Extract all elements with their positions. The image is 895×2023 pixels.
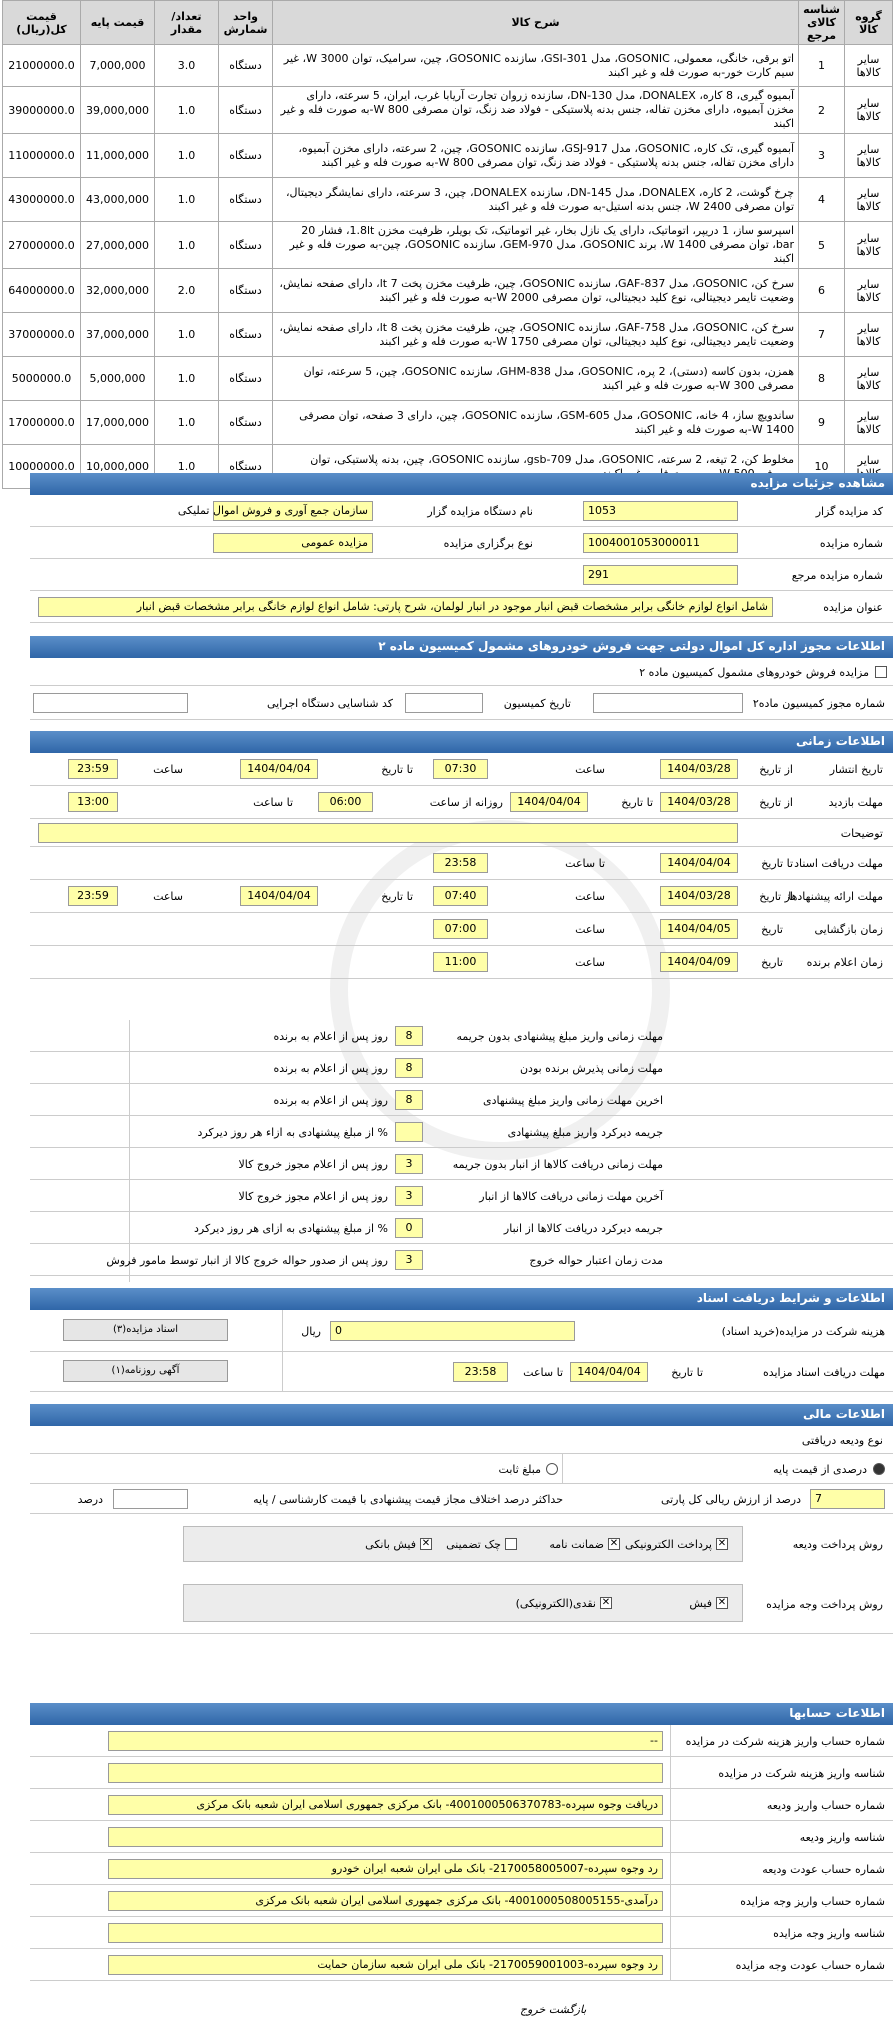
auction-docs-button[interactable]: اسناد مزایده(۳) (63, 1319, 228, 1341)
cell-total: 39000000.0 (3, 87, 81, 134)
newspaper-ad-button[interactable]: آگهی روزنامه(۱) (63, 1360, 228, 1382)
fixed-amount-radio[interactable] (546, 1463, 558, 1475)
deadline-divider (282, 1352, 283, 1392)
cell-unit: دستگاه (219, 445, 273, 489)
deposit-type-row (30, 1426, 893, 1454)
deadline-row (30, 1244, 893, 1276)
deadline-value[interactable]: 3 (395, 1186, 423, 1206)
device-name-field[interactable]: سازمان جمع آوری و فروش اموال تملیکی (213, 501, 373, 521)
cell-desc: سرخ کن، GOSONIC، مدل GAF-837، سازنده GOSONIC، چین، ظرفیت مخزن پخت 7 lt، دارای صفحه نمایش، وضعیت تایمر دیجیتالی، نوع کلید دیجیتالی، توان مصرفی 2000 W-به صورت فله و غیر اکبند (273, 269, 799, 313)
details-section (30, 473, 893, 633)
account-divider (670, 1725, 671, 1757)
doc-to-time-label: تا ساعت (565, 857, 605, 870)
opening-time-label: ساعت (575, 923, 605, 936)
table-row (3, 269, 893, 313)
cell-ref: 9 (799, 401, 845, 445)
offer-to-time-label: ساعت (153, 890, 183, 903)
deadline-label: مدت زمان اعتبار حواله خروج (529, 1254, 663, 1267)
deadline-value[interactable]: 8 (395, 1090, 423, 1110)
deadlines-section (30, 1020, 893, 1282)
cell-ref: 8 (799, 357, 845, 401)
deadline-suffix: % از مبلغ پیشنهادی به ازای هر روز دیرکرد (194, 1222, 388, 1235)
cell-qty: 1.0 (155, 134, 219, 178)
cell-desc: آبمیوه گیری، 8 کاره، DONALEX، مدل DN-130، سازنده زروان تجارت آریابا غرب، ایران، 5 سرعته، دارای مخزن آبمیوه، دارای مخزن تفاله، جنس بدنه پلاستیکی - فولاد ضد زنگ، توان مصرفی 800 W-به صورت فله و غیر اکبند (273, 87, 799, 134)
winner-date-label: تاریخ (761, 956, 783, 969)
table-row (3, 222, 893, 269)
deadline-label: اخرین مهلت زمانی واریز مبلغ پیشنهادی (483, 1094, 663, 1107)
visit-to-label: تا تاریخ (621, 796, 653, 809)
deadline-row (30, 1020, 893, 1052)
items-table (2, 0, 893, 489)
cell-base: 32,000,000 (81, 269, 155, 313)
payment-method-label: فیش (689, 1597, 712, 1610)
account-label: شناسه واریز ودیعه (799, 1831, 885, 1844)
holding-type-field[interactable]: مزایده عمومی (213, 533, 373, 553)
cell-ref: 6 (799, 269, 845, 313)
account-divider (670, 1949, 671, 1981)
col-group: گروه کالا (845, 1, 893, 45)
ref-number-field[interactable]: 291 (583, 565, 738, 585)
timing-section (30, 731, 893, 993)
doc-deadline-label: مهلت دریافت اسناد مزایده (762, 1366, 885, 1379)
deadline-value[interactable]: 8 (395, 1058, 423, 1078)
deadline-value[interactable]: 8 (395, 1026, 423, 1046)
deadline-row (30, 1352, 893, 1392)
payment-method-label: نقدی(الکترونیکی) (515, 1597, 596, 1610)
winner-row (30, 946, 893, 979)
cell-base: 39,000,000 (81, 87, 155, 134)
doc-to-time[interactable]: 23:58 (433, 853, 488, 873)
daily-from-label: روزانه از ساعت (429, 796, 503, 809)
publish-to-time-label: ساعت (153, 763, 183, 776)
deadline-suffix: روز پس از اعلام مجوز خروج کالا (238, 1190, 388, 1203)
vehicle-permit-checkbox[interactable] (875, 666, 887, 678)
deposit-choice-divider (562, 1454, 563, 1484)
publish-to-time[interactable]: 23:59 (68, 759, 118, 779)
winner-date[interactable]: 1404/04/09 (660, 952, 738, 972)
deposit-method-checkbox[interactable]: ✕ (421, 1538, 431, 1549)
account-value-field[interactable]: دریافت وجوه سپرده-4001000506370783- بانک مرکزی جمهوری اسلامی ایران شعبه بانک مرکزی (108, 1795, 663, 1815)
deadline-label: مهلت زمانی دریافت کالاها از انبار بدون جریمه (452, 1158, 663, 1171)
account-label: شماره حساب واریز وجه مزایده (740, 1895, 885, 1908)
cell-base: 5,000,000 (81, 357, 155, 401)
deposit-pct-row (30, 1484, 893, 1514)
doc-receive-row (30, 847, 893, 880)
cell-desc: اتو برقی، خانگی، معمولی، GOSONIC، مدل GSI-301، سازنده GOSONIC، چین، سرامیک، توان 3000 W، غیر سیم کارت خور-به صورت فله و غیر اکبند (273, 45, 799, 87)
cell-qty: 1.0 (155, 357, 219, 401)
deposit-type-label: نوع ودیعه دریافتی (801, 1434, 883, 1447)
doc-to-label: تا تاریخ (761, 857, 793, 870)
deposit-pct-suffix: درصد از ارزش ریالی کل پارتی (660, 1493, 801, 1506)
deposit-method-label: ضمانت نامه (549, 1538, 604, 1551)
visit-from-label: از تاریخ (759, 796, 793, 809)
max-diff-label: حداکثر درصد اختلاف مجاز قیمت پیشنهادی با قیمت کارشناسی / پایه (253, 1493, 563, 1506)
cell-ref: 4 (799, 178, 845, 222)
deadline-row (30, 1212, 893, 1244)
account-value-field[interactable]: درآمدی-4001000508005155- بانک مرکزی جمهوری اسلامی ایران شعبه بانک مرکزی (108, 1891, 663, 1911)
deadline-label: مهلت زمانی پذیرش برنده بودن (519, 1062, 663, 1075)
account-row (30, 1789, 893, 1821)
account-value-field[interactable]: رد وجوه سپرده-2170058005007- بانک ملی ایران شعبه ایران خودرو (108, 1859, 663, 1879)
cell-group: سایر کالاها (845, 357, 893, 401)
daily-to-time[interactable]: 13:00 (68, 792, 118, 812)
deadline-row (30, 1180, 893, 1212)
account-divider (670, 1789, 671, 1821)
cell-total: 17000000.0 (3, 401, 81, 445)
cell-qty: 1.0 (155, 178, 219, 222)
offer-to-label: تا تاریخ (381, 890, 413, 903)
cell-base: 17,000,000 (81, 401, 155, 445)
table-row (3, 401, 893, 445)
cell-desc: اسپرسو ساز، 1 دریپر، اتوماتیک، دارای یک نازل بخار، غیر اتوماتیک، تک بویلر، ظرفیت مخزن 1.8lt، فشار 20 bar، توان مصرفی 1400 W، برند GOSONIC، مدل GEM-970، سازنده GOSONIC، چین-به صورت فله و غیر اکبند (273, 222, 799, 269)
subject-label: عنوان مزایده (823, 601, 883, 614)
deposit-method-checkbox[interactable]: ✕ (717, 1538, 727, 1549)
cell-desc: مخلوط کن، 2 تیغه، 2 سرعته، GOSONIC، مدل gsb-709، سازنده GOSONIC، چین، بدنه پلاستیکی، توان (273, 445, 799, 489)
cell-base: 11,000,000 (81, 134, 155, 178)
cell-group: سایر کالاها (845, 178, 893, 222)
fee-row (30, 1310, 893, 1352)
ref-number-label: شماره مزایده مرجع (791, 569, 883, 582)
pct-base-label: درصدی از قیمت پایه (773, 1463, 867, 1476)
accounts-section (30, 1703, 893, 2003)
finance-section (30, 1404, 893, 1692)
permit-section (30, 636, 893, 724)
offer-label: مهلت ارائه پیشنهادها (788, 890, 883, 903)
cell-group: سایر کالاها (845, 401, 893, 445)
doc-terms-title: اطلاعات و شرایط دریافت اسناد (30, 1288, 893, 1310)
deadline-row (30, 1148, 893, 1180)
cell-qty: 1.0 (155, 445, 219, 489)
cell-qty: 1.0 (155, 222, 219, 269)
table-row (3, 357, 893, 401)
pct-base-radio[interactable] (873, 1463, 885, 1475)
cell-group: سایر کالاها (845, 313, 893, 357)
account-label: شناسه واریز هزینه شرکت در مزایده (718, 1767, 885, 1780)
winner-time[interactable]: 11:00 (433, 952, 488, 972)
cell-desc: سرخ کن، GOSONIC، مدل GAF-758، سازنده GOSONIC، چین، ظرفیت مخزن پخت 8 lt، دارای صفحه نمایش، وضعیت تایمر دیجیتالی، نوع کلید دیجیتالی، توان مصرفی 1750 W-به صورت فله و غیر اکبند (273, 313, 799, 357)
notes-field[interactable] (38, 823, 738, 843)
deadline-suffix: روز پس از اعلام به برنده (273, 1062, 388, 1075)
col-unit: واحد شمارش (219, 1, 273, 45)
max-diff-field[interactable] (113, 1489, 188, 1509)
cell-group: سایر کالاها (845, 134, 893, 178)
cell-group: سایر کالاها (845, 269, 893, 313)
cell-qty: 1.0 (155, 401, 219, 445)
cell-total: 10000000.0 (3, 445, 81, 489)
table-row (3, 45, 893, 87)
account-divider (670, 1853, 671, 1885)
exec-id-field[interactable] (33, 693, 188, 713)
payment-method-box (183, 1584, 743, 1622)
account-divider (670, 1821, 671, 1853)
publish-from-date[interactable]: 1404/03/28 (660, 759, 738, 779)
finance-title: اطلاعات مالی (30, 1404, 893, 1426)
deposit-method-label: روش پرداخت ودیعه (792, 1538, 883, 1551)
cell-ref: 2 (799, 87, 845, 134)
accounts-title: اطلاعات حسابها (30, 1703, 893, 1725)
cell-unit: دستگاه (219, 357, 273, 401)
account-divider (670, 1757, 671, 1789)
deposit-method-label: فیش بانکی (365, 1538, 416, 1551)
cell-qty: 3.0 (155, 45, 219, 87)
deposit-method-checkbox[interactable] (505, 1538, 517, 1550)
holding-type-label: نوع برگزاری مزایده (443, 537, 533, 550)
cell-qty: 1.0 (155, 87, 219, 134)
cell-total: 11000000.0 (3, 134, 81, 178)
details-title: مشاهده جزئیات مزایده (30, 473, 893, 495)
col-desc: شرح کالا (273, 1, 799, 45)
cell-unit: دستگاه (219, 313, 273, 357)
doc-deadline-to-date-label: تا تاریخ (671, 1366, 703, 1379)
account-label: شماره حساب عودت ودیعه (762, 1863, 885, 1876)
cell-base: 43,000,000 (81, 178, 155, 222)
cell-total: 21000000.0 (3, 45, 81, 87)
account-row (30, 1853, 893, 1885)
cell-total: 27000000.0 (3, 222, 81, 269)
col-ref: شناسه کالای مرجع (799, 1, 845, 45)
notes-label: توضیحات (840, 827, 883, 840)
col-base: قیمت پایه (81, 1, 155, 45)
cell-total: 64000000.0 (3, 269, 81, 313)
account-row (30, 1725, 893, 1757)
cell-total: 43000000.0 (3, 178, 81, 222)
account-label: شماره حساب واریز ودیعه (766, 1799, 885, 1812)
permit-title: اطلاعات مجوز اداره کل اموال دولتی جهت فروش خودروهای مشمول کمیسیون ماده ۲ (30, 636, 893, 658)
account-row (30, 1821, 893, 1853)
cell-desc: آبمیوه گیری، تک کاره، GOSONIC، مدل GSJ-917، سازنده GOSONIC، چین، 2 سرعته، دارای مخزن آبمیوه، دارای مخزن تفاله، جنس بدنه پلاستیکی - فولاد ضد زنگ، توان مصرفی 800 W-به صورت فله و غیر اکبند (273, 134, 799, 178)
deadline-value[interactable] (395, 1122, 423, 1142)
deadline-row (30, 1116, 893, 1148)
details-row-2 (30, 527, 893, 559)
cell-group: سایر (845, 445, 893, 489)
deposit-pct-field[interactable]: 7 (810, 1489, 885, 1509)
winner-label: زمان اعلام برنده (806, 956, 883, 969)
cell-qty: 2.0 (155, 269, 219, 313)
deadline-label: جریمه دیرکرد واریز مبلغ پیشنهادی (507, 1126, 663, 1139)
account-value-field[interactable]: -- (108, 1731, 663, 1751)
deadline-value[interactable]: 0 (395, 1218, 423, 1238)
notes-row (30, 819, 893, 847)
publish-time-label: ساعت (575, 763, 605, 776)
payment-method-label: روش پرداخت وجه مزایده (766, 1598, 883, 1611)
cell-unit: دستگاه (219, 222, 273, 269)
payment-method-checkbox[interactable]: ✕ (717, 1597, 727, 1608)
table-row (3, 178, 893, 222)
cell-total: 5000000.0 (3, 357, 81, 401)
cell-group: سایر کالاها (845, 222, 893, 269)
doc-deadline-to-time-label: تا ساعت (523, 1366, 563, 1379)
cell-ref: 1 (799, 45, 845, 87)
winner-time-label: ساعت (575, 956, 605, 969)
offer-to-date[interactable]: 1404/04/04 (240, 886, 318, 906)
daily-from-time[interactable]: 06:00 (318, 792, 373, 812)
deadline-value[interactable]: 3 (395, 1154, 423, 1174)
fee-field[interactable]: 0 (330, 1321, 575, 1341)
cell-qty: 1.0 (155, 313, 219, 357)
doc-to-date[interactable]: 1404/04/04 (660, 853, 738, 873)
deadline-row (30, 1052, 893, 1084)
account-label: شناسه واریز وجه مزایده (773, 1927, 885, 1940)
cell-ref: 10 (799, 445, 845, 489)
cell-unit: دستگاه (219, 134, 273, 178)
deposit-method-checkbox[interactable]: ✕ (609, 1538, 619, 1549)
col-qty: تعداد/مقدار (155, 1, 219, 45)
doc-deadline-date[interactable]: 1404/04/04 (570, 1362, 648, 1382)
account-divider (670, 1885, 671, 1917)
deadline-value[interactable]: 3 (395, 1250, 423, 1270)
account-value-field[interactable]: رد وجوه سپرده-2170059001003- بانک ملی ایران شعبه سازمان حمایت (108, 1955, 663, 1975)
doc-receive-label: مهلت دریافت اسناد (794, 857, 883, 870)
visit-label: مهلت بازدید (828, 796, 883, 809)
visit-row (30, 786, 893, 819)
account-label: شماره حساب واریز هزینه شرکت در مزایده (685, 1735, 885, 1748)
publish-row (30, 753, 893, 786)
publish-from-time[interactable]: 07:30 (433, 759, 488, 779)
fee-currency: ریال (301, 1325, 321, 1338)
auction-number-label: شماره مزایده (819, 537, 883, 550)
commission-date-field[interactable] (405, 693, 483, 713)
deadline-suffix: روز پس از صدور حواله خروج کالا از انبار توسط مامور فروش (106, 1254, 388, 1267)
offer-from-label: از تاریخ (759, 890, 793, 903)
cell-base: 27,000,000 (81, 222, 155, 269)
opening-label: زمان بازگشایی (814, 923, 883, 936)
cell-total: 37000000.0 (3, 313, 81, 357)
account-value-field[interactable] (108, 1763, 663, 1783)
table-row (3, 313, 893, 357)
vehicle-permit-label: مزایده فروش خودروهای مشمول کمیسیون ماده ۲ (639, 666, 869, 679)
cell-unit: دستگاه (219, 401, 273, 445)
max-diff-pct: درصد (77, 1493, 103, 1506)
opening-time[interactable]: 07:00 (433, 919, 488, 939)
deadline-suffix: روز پس از اعلام مجوز خروج کالا (238, 1158, 388, 1171)
cell-unit: دستگاه (219, 45, 273, 87)
back-exit-links[interactable]: بازگشت خروج (520, 2003, 587, 2016)
payment-method-checkbox[interactable]: ✕ (601, 1597, 611, 1608)
auction-number-field[interactable]: 1004001053000011 (583, 533, 738, 553)
exec-id-label: کد شناسایی دستگاه اجرایی (266, 697, 393, 710)
account-row (30, 1757, 893, 1789)
cell-desc: ساندویچ ساز، 4 خانه، GOSONIC، مدل GSM-605، سازنده GOSONIC، چین، دارای 3 صفحه، توان مصرفی 1400 W-به صورت فله و غیر اکبند (273, 401, 799, 445)
doc-deadline-time[interactable]: 23:58 (453, 1362, 508, 1382)
auctioneer-code-field[interactable]: 1053 (583, 501, 738, 521)
deadline-label: جریمه دیرکرد دریافت کالاها از انبار (503, 1222, 663, 1235)
cell-desc: چرخ گوشت، 2 کاره، DONALEX، مدل DN-145، سازنده DONALEX، چین، 3 سرعته، دارای نمایشگر دیجیتال، توان مصرفی 2400 W، جنس بدنه استیل-به صورت فله و غیر اکبند (273, 178, 799, 222)
cell-base: 37,000,000 (81, 313, 155, 357)
auctioneer-code-label: کد مزایده گزار (815, 505, 883, 518)
account-value-field[interactable] (108, 1923, 663, 1943)
publish-from-label: از تاریخ (759, 763, 793, 776)
fee-label: هزینه شرکت در مزایده(خرید اسناد) (721, 1325, 885, 1338)
cell-base: 7,000,000 (81, 45, 155, 87)
cell-desc: همزن، بدون کاسه (دستی)، 2 پره، GOSONIC، مدل GHM-838، سازنده GOSONIC، چین، 5 سرعته، توان مصرفی 300 W-به صورت فله و غیر اکبند (273, 357, 799, 401)
publish-label: تاریخ انتشار (829, 763, 883, 776)
account-row (30, 1917, 893, 1949)
offer-from-date[interactable]: 1404/03/28 (660, 886, 738, 906)
cell-unit: دستگاه (219, 269, 273, 313)
details-row-4 (30, 591, 893, 623)
permit-no-field[interactable] (593, 693, 743, 713)
subject-field[interactable]: شامل انواع لوازم خانگی برابر مشخصات قبض انبار موجود در انبار لولمان، شرح پارتی: شامل انواع لوازم خانگی برابر مشخصات قبض انبار (38, 597, 773, 617)
deadline-row (30, 1084, 893, 1116)
deadline-suffix: روز پس از اعلام به برنده (273, 1030, 388, 1043)
col-total: قیمت کل(ریال) (3, 1, 81, 45)
cell-ref: 3 (799, 134, 845, 178)
deadline-suffix: روز پس از اعلام به برنده (273, 1094, 388, 1107)
publish-to-date[interactable]: 1404/04/04 (240, 759, 318, 779)
permit-row-1 (30, 658, 893, 686)
deadline-label: مهلت زمانی واریز مبلغ پیشنهادی بدون جریمه (456, 1030, 663, 1043)
cell-unit: دستگاه (219, 87, 273, 134)
account-divider (670, 1917, 671, 1949)
account-label: شماره حساب عودت وجه مزایده (735, 1959, 885, 1972)
offer-row (30, 880, 893, 913)
cell-group: سایر کالاها (845, 45, 893, 87)
doc-terms-section (30, 1288, 893, 1398)
commission-date-label: تاریخ کمیسیون (503, 697, 571, 710)
timing-title: اطلاعات زمانی (30, 731, 893, 753)
deposit-method-row (30, 1514, 893, 1572)
publish-to-label: تا تاریخ (381, 763, 413, 776)
fee-divider (282, 1310, 283, 1352)
permit-row-2 (30, 686, 893, 720)
table-row (3, 87, 893, 134)
opening-row (30, 913, 893, 946)
offer-time-label: ساعت (575, 890, 605, 903)
account-row (30, 1885, 893, 1917)
deposit-method-label: چک تضمینی (446, 1538, 501, 1551)
deadline-label: آخرین مهلت زمانی دریافت کالاها از انبار (479, 1190, 663, 1203)
deposit-choice-row (30, 1454, 893, 1484)
fixed-amount-label: مبلغ ثابت (498, 1463, 541, 1476)
cell-unit: دستگاه (219, 178, 273, 222)
visit-to-date[interactable]: 1404/04/04 (510, 792, 588, 812)
visit-from-date[interactable]: 1404/03/28 (660, 792, 738, 812)
daily-to-label: تا ساعت (253, 796, 293, 809)
permit-no-label: شماره مجوز کمیسیون ماده۲ (752, 697, 885, 710)
deadline-suffix: % از مبلغ پیشنهادی به ازاء هر روز دیرکرد (197, 1126, 388, 1139)
deposit-method-box (183, 1526, 743, 1562)
details-row-1 (30, 495, 893, 527)
account-value-field[interactable] (108, 1827, 663, 1847)
cell-ref: 7 (799, 313, 845, 357)
opening-date-label: تاریخ (761, 923, 783, 936)
payment-method-row (30, 1572, 893, 1634)
offer-to-time[interactable]: 23:59 (68, 886, 118, 906)
opening-date[interactable]: 1404/04/05 (660, 919, 738, 939)
table-row (3, 134, 893, 178)
offer-from-time[interactable]: 07:40 (433, 886, 488, 906)
items-header-row (3, 1, 893, 45)
device-name-label: نام دستگاه مزایده گزار (427, 505, 533, 518)
account-row (30, 1949, 893, 1981)
cell-base: 10,000,000 (81, 445, 155, 489)
cell-group: سایر کالاها (845, 87, 893, 134)
deposit-method-label: پرداخت الکترونیکی (625, 1538, 712, 1551)
details-row-3 (30, 559, 893, 591)
cell-ref: 5 (799, 222, 845, 269)
